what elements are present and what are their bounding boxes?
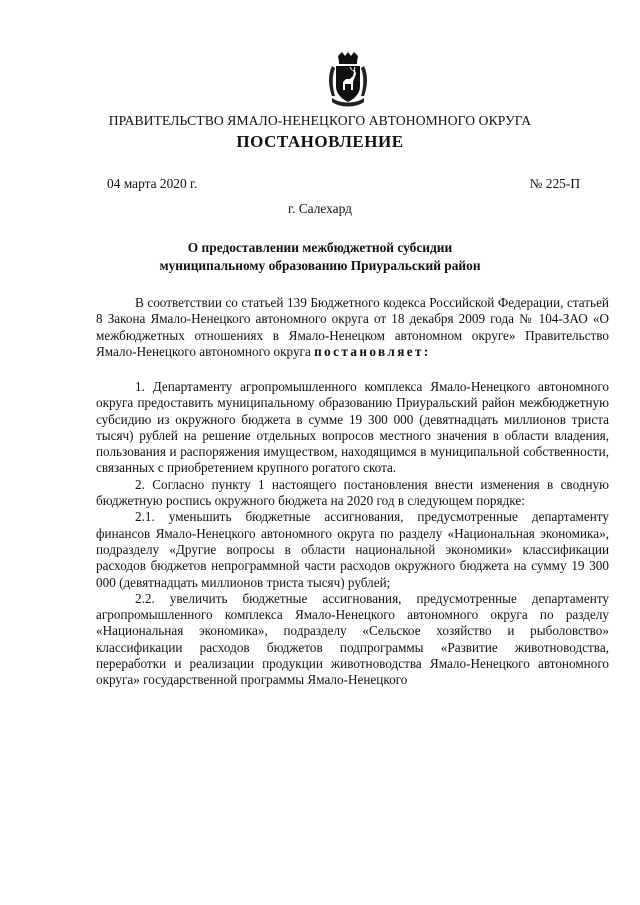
document-date: 04 марта 2020 г.: [107, 176, 198, 191]
document-heading: [100, 239, 540, 275]
preamble-paragraph: [96, 295, 609, 360]
clause-2-2: 2.2. увеличить бюджетные ассигнования, предусмотренные департаменту агропромышленного комплекса Ямало-Ненецкого автономного округа по разделу «Национальная экономика», подразделу «Сельское хозяйство и рыболовство» классификации расходов бюджетов подпрограммы «Развитие животноводства, переработки и реализации продукции животноводства Ямало-Ненецкого автономного округа» государственной программы Ямало-Ненецкого: [96, 590, 609, 688]
decree-word: постановляет:: [314, 343, 431, 359]
document-city: г. Салехард: [288, 201, 352, 216]
clause-2: 2. Согласно пункту 1 настоящего постановления внести изменения в сводную бюджетную роспись окружного бюджета на 2020 год в следующем порядке:: [96, 476, 609, 509]
clause-2-1: 2.1. уменьшить бюджетные ассигнования, предусмотренные департаменту финансов Ямало-Ненецкого автономного округа по разделу «Национальная экономика», подразделу «Другие вопросы в области национальной экономики» классификации расходов бюджетов непрограммной части расходов окружного бюджета на сумму 19 300 000 (девятнадцать миллионов триста тысяч) рублей;: [96, 509, 609, 590]
government-title: ПРАВИТЕЛЬСТВО ЯМАЛО-НЕНЕЦКОГО АВТОНОМНОГО ОКРУГА: [108, 113, 532, 128]
heading-line-2: муниципальному образованию Приуральский район: [159, 258, 481, 273]
document-type: ПОСТАНОВЛЕНИЕ: [236, 132, 404, 151]
clause-1: 1. Департаменту агропромышленного комплекса Ямало-Ненецкого автономного округа предоставить муниципальному образованию Приуральский район межбюджетную субсидию из окружного бюджета в сумме 19 300 000 (девятнадцать миллионов триста тысяч) рублей на решение отдельных вопросов местного значения в области владения, пользования и распоряжения имуществом, находящимся в муниципальной собственности, связанных с приобретением крупного рогатого скота.: [96, 379, 609, 476]
document-number: № 225-П: [529, 176, 580, 191]
preamble-text: В соответствии со статьей 139 Бюджетного кодекса Российской Федерации, статьей 8 Закона Ямало-Ненецкого автономного округа от 18 декабря 2009 года № 104-ЗАО «О межбюджетных отношениях в Ямало-Ненецком автономном округе» Правительство Ямало-Ненецкого автономного округа: [96, 295, 609, 359]
heading-line-1: О предоставлении межбюджетной субсидии: [187, 240, 453, 255]
clauses: [96, 379, 609, 689]
coat-of-arms-icon: [326, 52, 370, 110]
preamble: [96, 295, 609, 360]
